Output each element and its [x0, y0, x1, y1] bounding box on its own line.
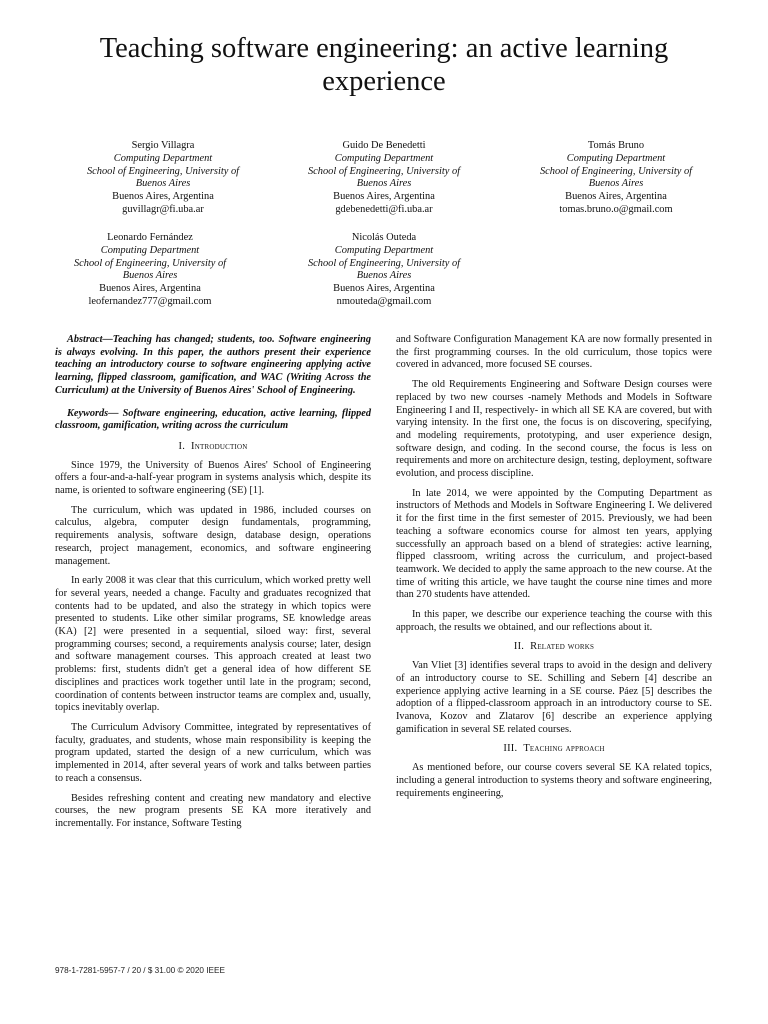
author-email: guvillagr@fi.uba.ar [122, 203, 204, 215]
author-block [50, 232, 250, 309]
keywords: Keywords— Software engineering, education, active learning, flipped classroom, gamification, writing across the curriculum [55, 407, 371, 432]
author-block [516, 140, 716, 217]
author-department: Computing Department [100, 244, 200, 256]
author-location: Buenos Aires, Argentina [565, 191, 667, 203]
body-paragraph: The old Requirements Engineering and Software Design courses were replaced by two new courses -namely Methods and Models in Software Engineering I and II, respectively- in which all SE KA are covered, but with varying intensity. In the first one, the focus is on discovering, specifying, and modeling requirements, prototyping, and user experience design, software design, and coding. In the second course, the focus is less on requirements and more on architecture design, testing, deployment, software evolution, and process discipline. [396, 379, 712, 480]
author-department: Computing Department [566, 152, 666, 164]
body-paragraph: Van Vliet [3] identifies several traps to avoid in the design and delivery of an introductory course to SE. Schilling and Sebern [4] describe an experience applying active learning in a SE course. Páez [5] describes the adoption of a flipped-classroom approach in an introductory course to SE. Ivanova, Kozov and Zlatarov [6] describe an experience applying gamification in several SE related courses. [396, 660, 712, 735]
author-location: Buenos Aires, Argentina [333, 283, 435, 295]
section-number: III. [503, 743, 518, 755]
author-location: Buenos Aires, Argentina [112, 191, 214, 203]
author-location: Buenos Aires, Argentina [99, 283, 201, 295]
section-heading-related-works [396, 641, 712, 654]
section-heading-teaching-approach [396, 743, 712, 756]
author-school: School of Engineering, University of [307, 165, 461, 177]
body-paragraph: The Curriculum Advisory Committee, integrated by representatives of faculty, graduates, and students, whose main responsibility is keeping the program updated, started the design of a new curriculum, which was implemented in 2014, after several years of work and talks between parties to reach a consensus. [55, 721, 371, 784]
author-school-2: Buenos Aires [588, 178, 644, 190]
author-location: Buenos Aires, Argentina [333, 191, 435, 203]
section-title: Teaching approach [523, 743, 605, 755]
author-block [284, 140, 484, 217]
author-email: leofernandez777@gmail.com [88, 295, 212, 307]
right-column [396, 334, 712, 807]
body-paragraph: As mentioned before, our course covers several SE KA related topics, including a general introduction to systems theory and software engineering, requirements engineering, [396, 762, 712, 799]
section-title: Related works [530, 641, 595, 653]
body-paragraph: and Software Configuration Management KA are now formally presented in the first programming courses. In the old curriculum, those topics were covered in advanced, more focused SE courses. [396, 334, 712, 371]
author-name: Sergio Villagra [131, 140, 195, 151]
author-department: Computing Department [113, 152, 213, 164]
section-number: II. [513, 641, 525, 653]
author-school-2: Buenos Aires [356, 178, 412, 190]
author-school: School of Engineering, University of [539, 165, 693, 177]
author-email: gdebenedetti@fi.uba.ar [335, 203, 433, 215]
author-school: School of Engineering, University of [86, 165, 240, 177]
author-block [63, 140, 263, 217]
author-school-2: Buenos Aires [122, 270, 178, 282]
author-school: School of Engineering, University of [73, 257, 227, 269]
abstract: Abstract—Teaching has changed; students, too. Software engineering is always evolving. In this paper, the authors present their experience teaching an introductory course to software engineering applying active learning, flipped classroom, gamification, and WAC (Writing Across the Curriculum) at the University of Buenos Aires' School of Engineering. [55, 334, 371, 396]
author-name: Tomás Bruno [587, 140, 645, 151]
body-paragraph: The curriculum, which was updated in 1986, included courses on calculus, algebra, computer design fundamentals, programming, requirements analysis, software design, database design, operations research, project management, economics, and software engineering management. [55, 504, 371, 567]
author-name: Leonardo Fernández [107, 232, 193, 243]
paper-title: Teaching software engineering: an active learning experience [99, 33, 669, 97]
copyright-footer: 978-1-7281-5957-7 / 20 / $ 31.00 © 2020 IEEE [55, 966, 225, 975]
author-department: Computing Department [334, 152, 434, 164]
section-heading-introduction [55, 441, 371, 454]
author-name: Nicolás Outeda [351, 232, 417, 243]
body-paragraph: In early 2008 it was clear that this curriculum, which worked pretty well for several years, needed a change. Faculty and graduates recognized that contents had to be updated, and also the strategy in which topics were presented to students. Like other similar programs, SE knowledge areas (KA) [2] were presented in a sequential, siloed way: first, several programming courses; second, a requirements analysis course; later, design and software management courses. This approach created at least two problems: first, students didn't get a general idea of how different SE disciplines and practices work together until late in the program; second, coordination of contents between instructor teams are complex and, usually, topics inevitably overlap. [55, 575, 371, 714]
author-school: School of Engineering, University of [307, 257, 461, 269]
section-title: Introduction [191, 440, 248, 452]
author-school-2: Buenos Aires [135, 178, 191, 190]
author-block [284, 232, 484, 309]
left-column [55, 334, 371, 838]
author-school-2: Buenos Aires [356, 270, 412, 282]
author-name: Guido De Benedetti [342, 140, 426, 151]
section-number: I. [178, 440, 186, 452]
author-email: nmouteda@gmail.com [336, 295, 432, 307]
body-paragraph: Besides refreshing content and creating new mandatory and elective courses, the new program presents SE KA more iteratively and incrementally. For instance, Software Testing [55, 792, 371, 829]
body-paragraph: In late 2014, we were appointed by the Computing Department as instructors of Methods and Models in Software Engineering I. We delivered it for the first time in the first semester of 2015. Previously, we had been teaching a software economics course for almost ten years, applying successfully an approach based on a blend of strategies: active learning, flipped classroom, writing across the curriculum, and project-based teamwork. We decided to apply the same approach to the new course. At the time of writing this article, we have taught the course nine times and more than 270 students have attended. [396, 487, 712, 601]
author-email: tomas.bruno.o@gmail.com [559, 203, 673, 215]
body-paragraph: Since 1979, the University of Buenos Aires' School of Engineering offers a four-and-a-half-year program in systems analysis which, despite its name, is oriented to software engineering (SE) [1]. [55, 459, 371, 497]
body-paragraph: In this paper, we describe our experience teaching the course with this approach, the results we obtained, and our reflections about it. [396, 609, 712, 633]
author-department: Computing Department [334, 244, 434, 256]
